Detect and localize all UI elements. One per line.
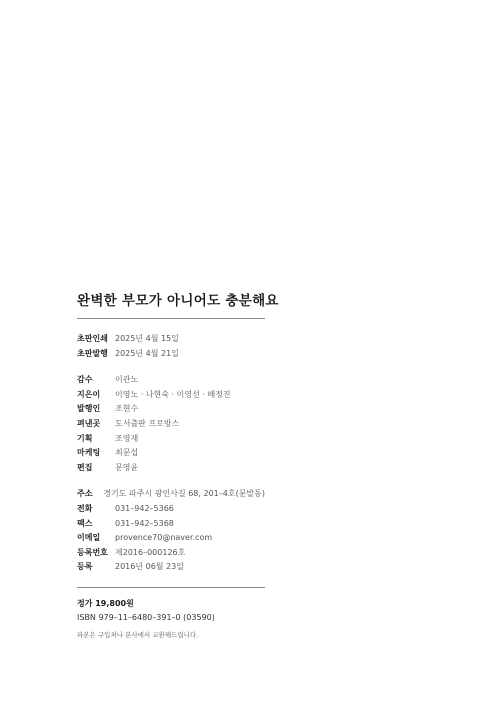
contact-value: 경기도 파주시 광인사길 68, 201–4호(문발동) [103,489,265,499]
contact-value: 031–942–5368 [115,518,174,528]
credit-label: 감수 [77,375,93,385]
print-info-row [77,332,265,347]
footer-divider [77,587,265,588]
credit-row [77,461,265,476]
credit-value: 조현수 [115,404,139,414]
contact-label: 등록번호 [77,547,108,557]
credit-value: 이관노 [115,375,139,385]
credit-label: 기획 [77,433,93,443]
contact-value: 031–942–5366 [115,503,174,513]
credit-value: 문영윤 [115,462,139,472]
price-block [77,597,265,641]
print-info-row [77,347,265,362]
contact-section [77,487,265,575]
contact-row [77,560,265,575]
print-info-label: 초판발행 [77,348,108,358]
exchange-note: 파본은 구입처나 본사에서 교환해드립니다. [77,630,199,639]
contact-row [77,546,265,561]
contact-value: 제2016–000126호 [115,547,186,557]
contact-label: 등록 [77,562,93,572]
contact-row [77,517,265,532]
credits-section [77,373,265,475]
contact-value: 2016년 06월 23일 [115,562,184,572]
contact-row [77,531,265,546]
contact-value: provence70@naver.com [115,533,213,543]
credit-row [77,388,265,403]
contact-label: 이메일 [77,533,101,543]
print-info-value: 2025년 4월 21일 [115,348,179,358]
print-info-label: 초판인쇄 [77,334,108,343]
colophon [77,291,279,641]
price: 정가 19,800원 [77,598,134,608]
credit-row [77,446,265,461]
contact-row [77,487,265,502]
credit-row [77,373,265,388]
credit-value: 조영재 [115,433,139,443]
credit-label: 편집 [77,462,93,472]
contact-label: 전화 [77,503,93,513]
credit-value: 이영노 · 나현숙 · 이영선 · 배정진 [115,389,231,399]
isbn: ISBN 979–11–6480–391–0 (03590) [77,612,215,622]
credit-label: 지은이 [77,389,101,399]
credit-value: 도서출판 프로방스 [115,418,180,428]
book-title: 완벽한 부모가 아니어도 충분해요 [77,293,279,309]
print-info-section [77,332,265,361]
contact-label: 주소 [77,489,93,499]
contact-row [77,502,265,517]
credit-label: 펴낸곳 [77,418,101,428]
credit-row [77,402,265,417]
title-divider [77,318,265,319]
credit-label: 마케팅 [77,448,101,458]
contact-label: 팩스 [77,518,93,528]
credit-label: 발행인 [77,404,101,414]
credit-row [77,417,265,432]
print-info-value: 2025년 4월 15일 [115,334,179,343]
credit-row [77,432,265,447]
credit-value: 최문섭 [115,448,139,458]
